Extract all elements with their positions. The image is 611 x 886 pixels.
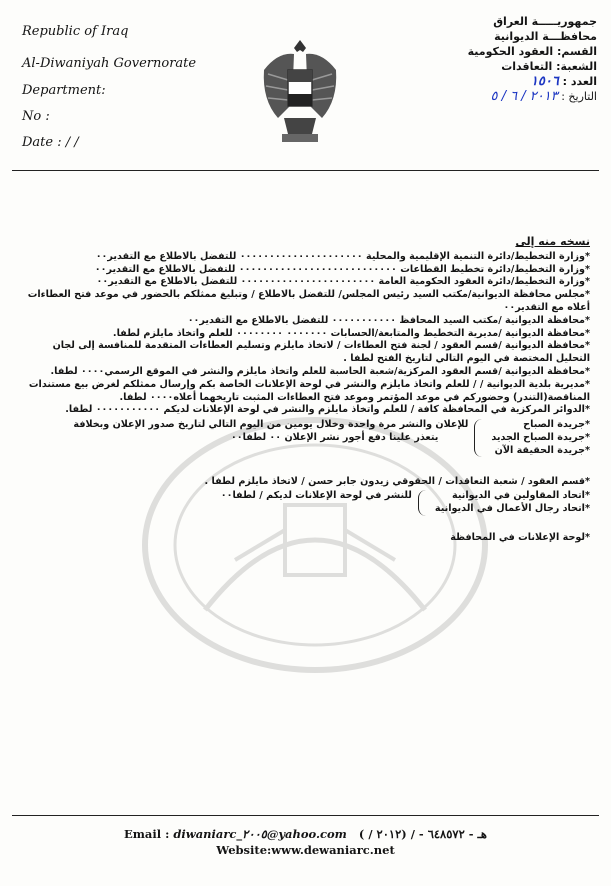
arabic-date-row: [417, 89, 597, 104]
date-label: Date : / /: [22, 135, 79, 150]
arabic-section: الشعبة: التعاقدات: [501, 60, 597, 73]
footer-contact-row: [0, 826, 611, 842]
arabic-governorate: محافظـــة الديوانية: [494, 30, 597, 43]
copy-to-heading: نسخه منه إلى: [515, 235, 590, 248]
contracts-item: *قسم العقود / شعبة التعاقدات / الحقوقي زيدون جابر حسن / لاتخاذ مايلزم لطفا .: [204, 475, 590, 487]
english-header: [22, 20, 222, 155]
footer-divider: [12, 815, 599, 816]
list-item: *مديرية بلدية الديوانية / / للعلم واتخاذ مايلزم والنشر في لوحة الإعلانات الخاصة بكم وإرسال ممثلكم لغرض بيع مستندات المناقصة(التندر) وحضوركم في موعد المؤتمر وموعد فتح العطاءات المثبت تاريخهما أعلاه٠٠٠٠ لطفا.: [28, 378, 590, 403]
newspapers-list: [491, 419, 590, 457]
footer: [0, 826, 611, 858]
website-value: Website:www.dewaniarc.net: [216, 843, 395, 857]
republic-label: Republic of Iraq: [22, 24, 129, 39]
list-item: *وزارة التخطيط/دائرة تخطيط القطاعات ٠٠٠٠٠٠٠٠٠٠٠٠٠٠٠٠٠٠٠٠٠٠٠٠٠٠٠ للتفضل بالاطلاع مع التقدير٠٠: [94, 263, 590, 275]
phone-value: هـ - ٦٤٨٥٧٢ - / (٢٠١٢ / ): [358, 827, 487, 841]
email-label: Email :: [124, 827, 170, 841]
list-item: *محافظة الديوانية /مديرية التخطيط والمتابعة/الحسابات ٠٠٠٠٠٠٠ ٠٠٠٠٠٠٠٠ للعلم واتخاذ مايلزم لطفا.: [112, 327, 590, 339]
governorate-label: Al-Diwaniyah Governorate: [22, 56, 197, 71]
arabic-department: القسم: العقود الحكومية: [467, 45, 597, 58]
arabic-republic: جمهوريـــــة العراق: [493, 15, 597, 28]
newspaper-item: *جريدة الصباح الجديد: [491, 431, 590, 443]
board-item: *لوحة الإعلانات في المحافظة: [450, 532, 590, 544]
union-item: *اتحاد المقاولين في الديوانية: [452, 490, 590, 502]
header-divider: [12, 170, 599, 171]
iraq-eagle-emblem: [258, 30, 342, 150]
arabic-number-row: [417, 74, 597, 89]
unions-note: للنشر في لوحة الإعلانات لديكم / لطفا٠٠: [220, 490, 412, 502]
list-item: *محافظة الديوانية /قسم العقود / لجنة فتح العطاءات / لاتخاذ مايلزم وتسليم العطاءات المتقدمة للمنافسة إلى لجان التحليل المختصة في اليوم التالي لتاريخ الفتح لطفا .: [52, 340, 590, 365]
newspaper-item: *جريدة الحقيقة الآن: [494, 444, 590, 456]
newspapers-brace: [474, 419, 485, 457]
newspaper-item: *جريدة الصباح: [523, 419, 590, 431]
distribution-list: [24, 236, 590, 545]
handwritten-number: ١٥٠٦: [530, 74, 559, 89]
list-item: *مجلس محافظة الديوانية/مكتب السيد رئيس المجلس/ للتفضل بالاطلاع / وتبليغ ممثلكم بالحضور في موعد فتح العطاءات أعلاه مع التقدير٠٠: [27, 289, 590, 313]
list-item: *وزارة التخطيط/دائرة العقود الحكومية العامة ٠٠٠٠٠٠٠٠٠٠٠٠٠٠٠٠٠٠٠٠٠٠٠ للتفضل بالاطلاع مع التقدير٠٠: [96, 276, 590, 288]
number-label: No :: [22, 109, 50, 124]
list-item: *محافظة الديوانية /قسم العقود المركزية/شعبة الحاسبة للعلم واتخاذ مايلزم والنشر في الموقع الرسمي٠٠٠٠ لطفا.: [50, 365, 590, 377]
unions-group: [24, 490, 590, 516]
newspapers-note-line: للإعلان والنشر مرة واحدة وخلال يومين من اليوم التالي لتاريخ صدور الإعلان وبخلافة: [73, 419, 469, 431]
union-item: *اتحاد رجال الأعمال في الديوانية: [434, 503, 590, 515]
newspapers-note-line: يتعذر علينا دفع أجور نشر الإعلان ٠٠ لطفا٠٠: [230, 431, 439, 443]
arabic-header: [417, 14, 597, 104]
list-item: *الدوائر المركزية في المحافظة كافة / للعلم واتخاذ مايلزم والنشر في لوحة الإعلانات لديكم ٠٠٠٠٠٠٠٠٠٠٠ لطفا.: [65, 404, 590, 416]
arabic-date-label: التاريخ :: [561, 90, 597, 103]
handwritten-date: ٢٠١٣ / ٦ / ٥: [490, 89, 558, 104]
arabic-number-label: العدد :: [562, 75, 597, 88]
newspapers-note: [73, 419, 468, 445]
list-item: *وزارة التخطيط/دائرة التنمية الإقليمية والمحلية ٠٠٠٠٠٠٠٠٠٠٠٠٠٠٠٠٠٠٠٠٠ للتفضل بالاطلاع مع التقدير٠٠: [95, 250, 590, 262]
department-label: Department:: [22, 83, 106, 98]
newspapers-group: [24, 419, 590, 457]
unions-brace: [418, 490, 429, 516]
email-value: diwaniarc_٢٠٠٥@yahoo.com: [173, 827, 347, 841]
list-item: *محافظة الديوانية /مكتب السيد المحافظ ٠٠٠٠٠٠٠٠٠٠٠ للتفضل بالاطلاع مع التقدير٠٠: [187, 314, 590, 326]
unions-list: [435, 490, 590, 516]
